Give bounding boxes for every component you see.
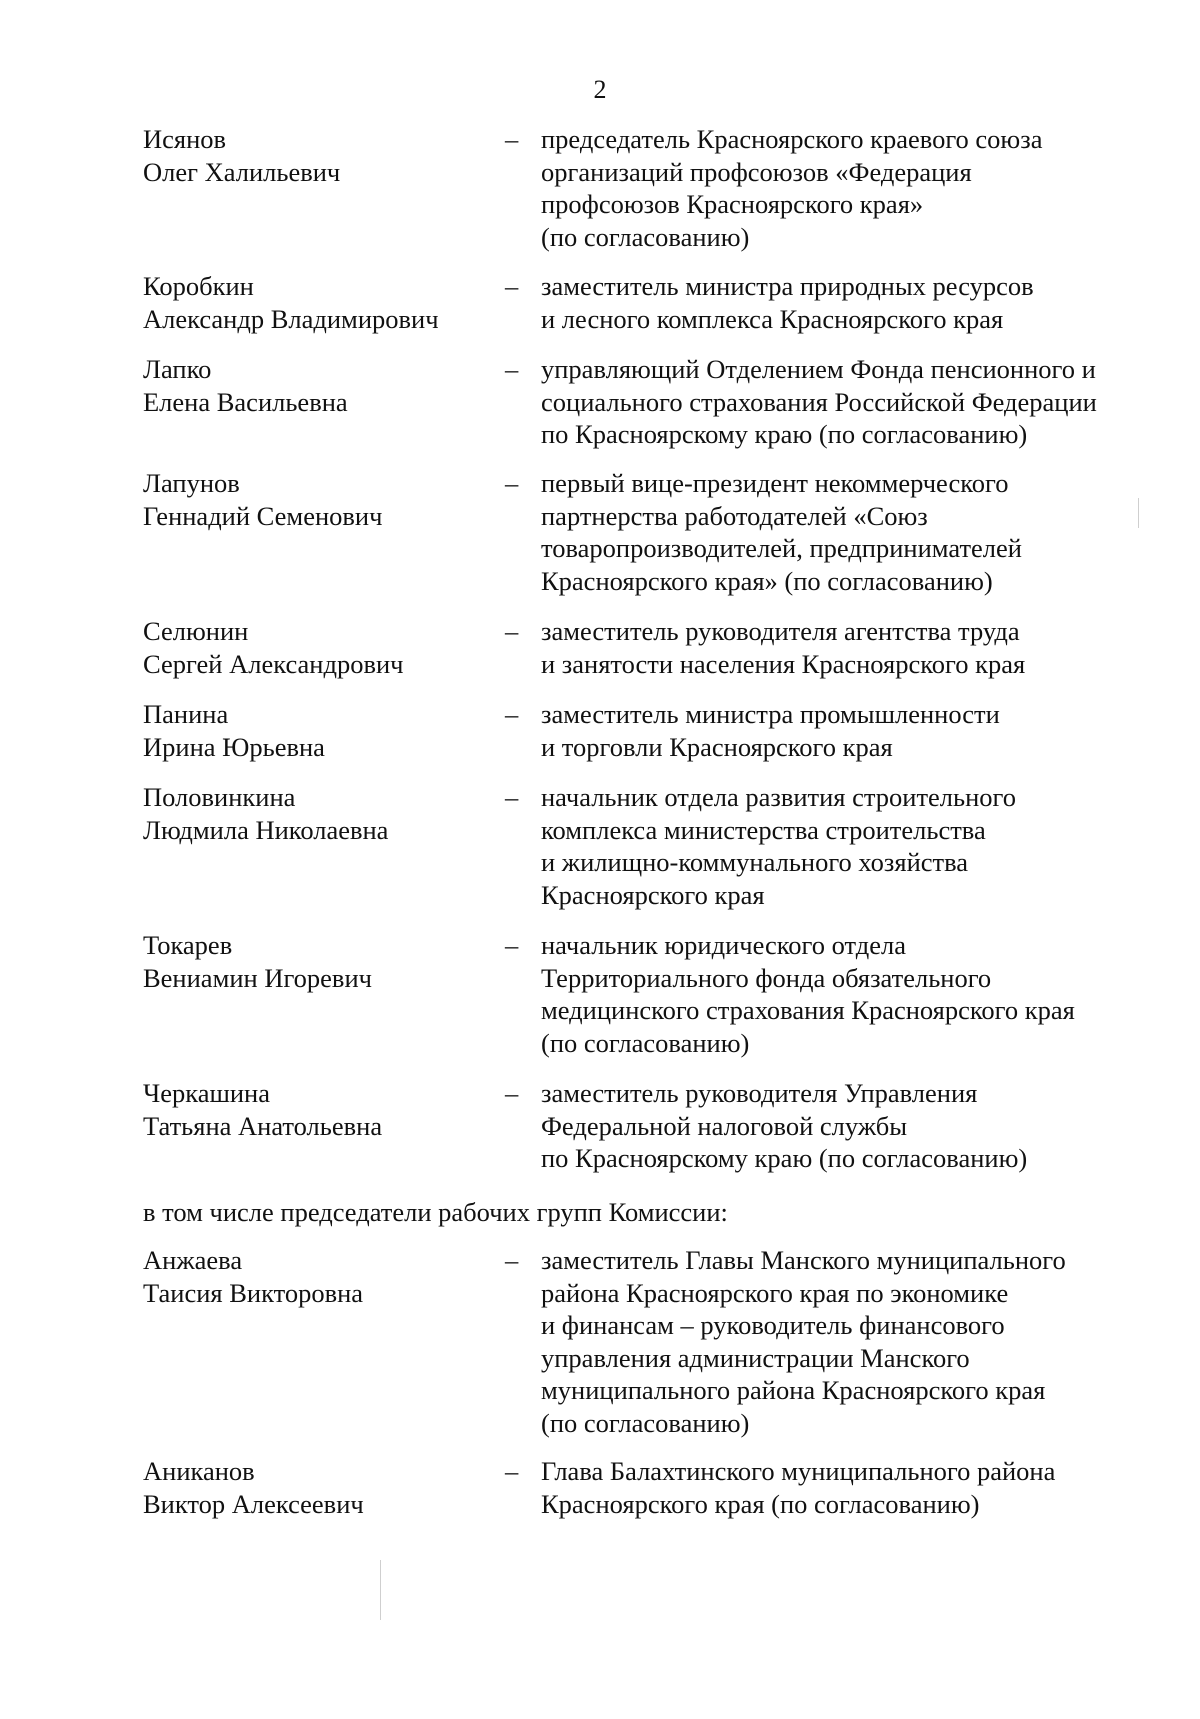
member-surname: Исянов	[143, 124, 227, 154]
dash-separator: –	[505, 468, 519, 498]
member-surname: Токарев	[143, 930, 233, 960]
chair-given-name: Виктор Алексеевич	[143, 1488, 364, 1519]
member-given-name: Вениамин Игоревич	[143, 962, 372, 993]
role-line: профсоюзов Красноярского края»	[541, 189, 924, 219]
role-line: начальник юридического отдела	[541, 930, 907, 960]
member-name	[143, 615, 483, 680]
role-line: и жилищно-коммунального хозяйства	[541, 847, 969, 877]
role-line: (по согласованию)	[541, 221, 750, 252]
dash-separator: –	[505, 271, 519, 301]
member-role	[541, 698, 1161, 763]
dash-separator: –	[505, 1078, 519, 1108]
role-line: партнерства работодателей «Союз	[541, 500, 928, 531]
dash-separator: –	[505, 354, 519, 384]
scan-artifact-bottom	[380, 1560, 381, 1620]
role-line: комплекса министерства строительства	[541, 814, 986, 845]
member-name	[143, 353, 483, 418]
role-line: (по согласованию)	[541, 1027, 750, 1058]
role-line: (по согласованию)	[541, 1407, 750, 1438]
role-line: по Красноярскому краю (по согласованию)	[541, 1143, 1028, 1173]
member-surname: Лапко	[143, 354, 212, 384]
member-given-name: Людмила Николаевна	[143, 814, 389, 845]
member-role	[541, 353, 1161, 451]
role-line: управления администрации Манского	[541, 1342, 970, 1373]
chair-role	[541, 1244, 1161, 1439]
dash-separator: –	[505, 1245, 519, 1275]
member-role	[541, 929, 1161, 1059]
role-line: Красноярского края	[541, 879, 765, 910]
member-given-name: Елена Васильевна	[143, 386, 348, 417]
chair-surname: Аниканов	[143, 1456, 255, 1486]
chair-name	[143, 1455, 483, 1520]
member-given-name: Татьяна Анатольевна	[143, 1110, 383, 1141]
member-name	[143, 270, 483, 335]
member-surname: Панина	[143, 699, 229, 729]
dash-separator: –	[505, 930, 519, 960]
dash-separator: –	[505, 699, 519, 729]
member-name	[143, 698, 483, 763]
member-name	[143, 467, 483, 532]
role-line: и торговли Красноярского края	[541, 731, 893, 762]
role-line: Красноярского края» (по согласованию)	[541, 565, 993, 596]
role-line: социального страхования Российской Федерации	[541, 386, 1097, 417]
member-given-name: Олег Халильевич	[143, 156, 341, 187]
dash-separator: –	[505, 782, 519, 812]
page-number: 2	[593, 75, 607, 104]
chair-surname: Анжаева	[143, 1245, 243, 1275]
member-given-name: Ирина Юрьевна	[143, 731, 325, 762]
role-line: заместитель министра природных ресурсов	[541, 271, 1034, 301]
dash-separator: –	[505, 1456, 519, 1486]
member-name	[143, 1077, 483, 1142]
member-name	[143, 929, 483, 994]
role-line: первый вице-президент некоммерческого	[541, 468, 1009, 498]
chair-given-name: Таисия Викторовна	[143, 1277, 364, 1308]
role-line: заместитель руководителя агентства труда	[541, 616, 1020, 646]
role-line: и финансам – руководитель финансового	[541, 1310, 1005, 1340]
member-role	[541, 615, 1161, 680]
member-name	[143, 781, 483, 846]
role-line: по Красноярскому краю (по согласованию)	[541, 419, 1028, 449]
member-surname: Черкашина	[143, 1078, 271, 1108]
member-name	[143, 123, 483, 188]
member-surname: Коробкин	[143, 271, 254, 301]
role-line: начальник отдела развития строительного	[541, 782, 1017, 812]
member-surname: Половинкина	[143, 782, 296, 812]
role-line: и занятости населения Красноярского края	[541, 648, 1026, 679]
section-subheading: в том числе председатели рабочих групп Комиссии:	[143, 1197, 728, 1227]
scan-artifact-right	[1138, 498, 1139, 528]
member-given-name: Александр Владимирович	[143, 303, 439, 334]
member-role	[541, 781, 1161, 911]
role-line: заместитель руководителя Управления	[541, 1078, 978, 1108]
role-line: Территориального фонда обязательного	[541, 962, 992, 993]
dash-separator: –	[505, 124, 519, 154]
role-line: управляющий Отделением Фонда пенсионного и	[541, 354, 1096, 384]
member-role	[541, 123, 1161, 253]
member-role	[541, 270, 1161, 335]
chair-name	[143, 1244, 483, 1309]
role-line: организаций профсоюзов «Федерация	[541, 156, 972, 187]
member-role	[541, 467, 1161, 597]
role-line: товаропроизводителей, предпринимателей	[541, 533, 1022, 563]
member-given-name: Сергей Александрович	[143, 648, 404, 679]
dash-separator: –	[505, 616, 519, 646]
role-line: района Красноярского края по экономике	[541, 1277, 1009, 1308]
role-line: Федеральной налоговой службы	[541, 1110, 908, 1141]
role-line: Глава Балахтинского муниципального района	[541, 1456, 1056, 1486]
role-line: заместитель министра промышленности	[541, 699, 1000, 729]
role-line: муниципального района Красноярского края	[541, 1375, 1046, 1405]
role-line: заместитель Главы Манского муниципального	[541, 1245, 1066, 1275]
chair-role	[541, 1455, 1161, 1520]
member-given-name: Геннадий Семенович	[143, 500, 383, 531]
member-surname: Селюнин	[143, 616, 249, 646]
role-line: председатель Красноярского краевого союза	[541, 124, 1043, 154]
role-line: медицинского страхования Красноярского края	[541, 995, 1075, 1025]
role-line: и лесного комплекса Красноярского края	[541, 303, 1004, 334]
role-line: Красноярского края (по согласованию)	[541, 1488, 980, 1519]
member-role	[541, 1077, 1161, 1175]
member-surname: Лапунов	[143, 468, 240, 498]
